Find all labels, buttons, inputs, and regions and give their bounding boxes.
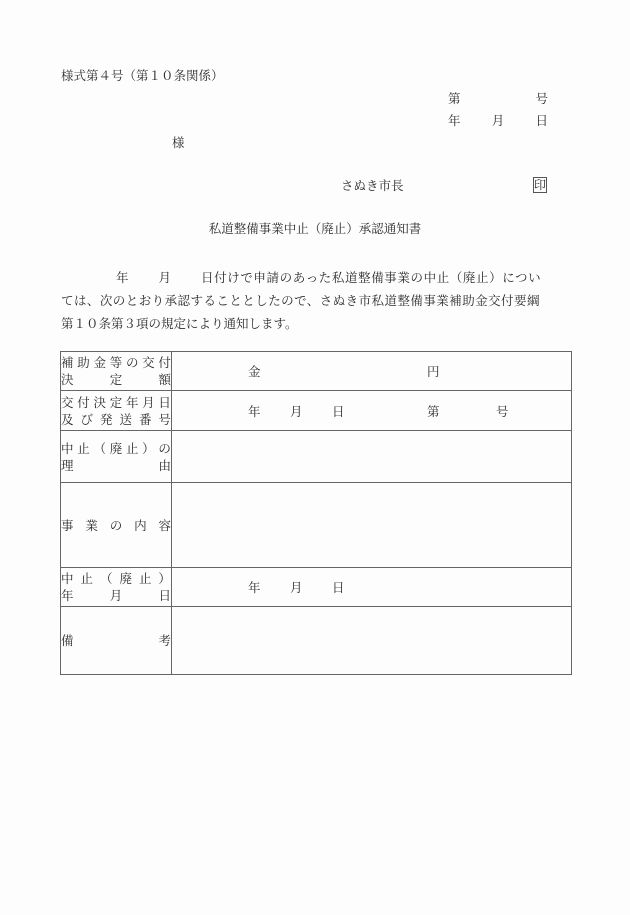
label-char: 年 <box>125 394 139 410</box>
label-char: 付 <box>158 355 171 370</box>
decision-month: 月 <box>290 403 303 419</box>
label-project-content <box>61 483 172 568</box>
value-project-content[interactable] <box>172 483 572 568</box>
issuer-name: さぬき市長 <box>341 178 404 193</box>
form-number: 様式第４号（第１０条関係） <box>61 68 224 83</box>
issue-date <box>448 115 548 128</box>
label-char: 額 <box>158 372 171 387</box>
label-char: 月 <box>142 394 155 410</box>
doc-no-prefix: 第 <box>448 91 461 106</box>
date-day: 日 <box>535 113 548 128</box>
decision-day: 日 <box>332 403 345 419</box>
label-char: 発 <box>99 411 113 427</box>
document-title: 私道整備事業中止（廃止）承認通知書 <box>208 221 422 236</box>
label-char: 廃 <box>109 440 123 456</box>
date-month: 月 <box>491 113 505 128</box>
label-decision-date <box>61 391 172 431</box>
label-char: 決 <box>61 372 74 387</box>
value-cancel-date[interactable] <box>172 568 572 607</box>
label-char: 助 <box>77 355 90 370</box>
row-decision-date <box>61 391 572 431</box>
label-char: の <box>125 355 139 370</box>
seal-mark: 印 <box>534 178 547 192</box>
label-char: 業 <box>85 517 98 533</box>
value-decision-date[interactable] <box>172 391 572 431</box>
row-grant-amount <box>61 352 572 391</box>
label-char: 定 <box>109 372 123 387</box>
label-char: 付 <box>77 394 90 410</box>
body-line-1 <box>61 266 573 289</box>
label-char: 止 <box>138 571 152 586</box>
label-char: 備 <box>61 633 74 648</box>
label-char: 廃 <box>119 571 132 586</box>
label-char: 及 <box>61 411 74 427</box>
label-char: 番 <box>138 411 152 427</box>
label-char: 考 <box>158 633 171 648</box>
body-line-1-text: 日付けで申請のあった私道整備事業の中止（廃止）につい <box>201 270 542 285</box>
addressee-suffix: 様 <box>172 135 185 150</box>
label-char: 事 <box>61 517 74 533</box>
body-line-3: 第１０条第３項の規定により通知します。 <box>61 316 298 331</box>
decision-no-prefix: 第 <box>427 403 440 419</box>
label-char: の <box>158 440 171 456</box>
label-char: 止 <box>77 440 90 456</box>
label-char: 補 <box>61 355 74 370</box>
row-remarks <box>61 607 572 675</box>
label-grant-amount <box>61 352 172 391</box>
label-char: 中 <box>61 440 74 456</box>
label-char: 交 <box>61 394 74 410</box>
label-char: 由 <box>158 457 171 473</box>
body-year: 年 <box>116 270 129 285</box>
label-char: 中 <box>61 571 74 586</box>
decision-year: 年 <box>248 403 261 419</box>
label-char: 容 <box>158 517 171 533</box>
label-char: 日 <box>158 394 171 410</box>
value-reason[interactable] <box>172 431 572 483</box>
doc-no-suffix: 号 <box>535 91 548 106</box>
row-reason <box>61 431 572 483</box>
label-char: 交 <box>142 355 155 370</box>
label-char: 止 <box>125 440 139 456</box>
value-grant-amount[interactable] <box>172 352 572 391</box>
label-remarks <box>61 607 172 675</box>
label-char: 内 <box>134 517 147 533</box>
label-char: 金 <box>93 355 106 370</box>
label-char: 送 <box>119 411 132 427</box>
cancel-month: 月 <box>290 580 303 595</box>
label-char: 等 <box>109 355 123 370</box>
label-char: （ <box>99 571 113 586</box>
label-char: 定 <box>109 394 123 410</box>
yen-suffix: 円 <box>427 364 440 379</box>
body-paragraph <box>61 266 573 335</box>
label-char: 月 <box>109 588 123 603</box>
label-char: ） <box>142 440 155 456</box>
cancel-day: 日 <box>332 580 345 595</box>
row-cancel-date <box>61 568 572 607</box>
row-project-content <box>61 483 572 568</box>
label-char: 決 <box>93 394 106 410</box>
body-line-2: ては、次のとおり承認することとしたので、さぬき市私道整備事業補助金交付要綱 <box>61 293 540 308</box>
label-char: ） <box>158 571 171 586</box>
decision-no-suffix: 号 <box>496 403 509 419</box>
label-char: （ <box>93 440 106 456</box>
date-year: 年 <box>448 113 461 128</box>
label-char: び <box>80 411 93 427</box>
label-char: 年 <box>61 588 74 603</box>
label-cancel-date <box>61 568 172 607</box>
yen-prefix: 金 <box>248 364 261 379</box>
document-number <box>448 93 548 106</box>
label-char: 止 <box>80 571 93 586</box>
label-char: 日 <box>158 588 171 603</box>
label-char: 号 <box>158 411 171 427</box>
label-reason <box>61 431 172 483</box>
label-char: の <box>109 517 123 533</box>
body-month: 月 <box>158 270 172 285</box>
details-table <box>60 351 572 675</box>
value-remarks[interactable] <box>172 607 572 675</box>
cancel-year: 年 <box>248 580 261 595</box>
label-char: 理 <box>61 457 74 473</box>
